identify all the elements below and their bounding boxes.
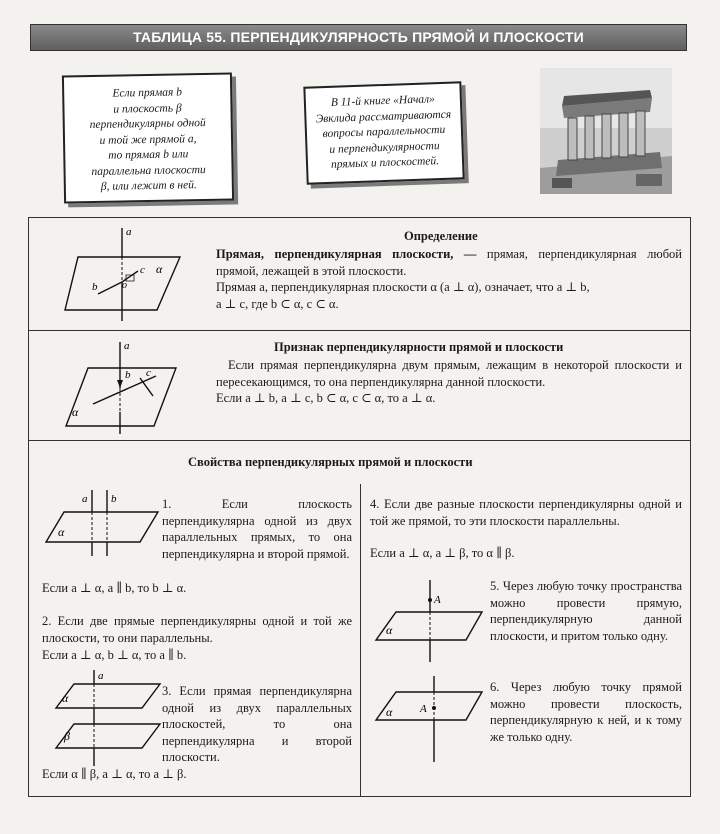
note-right-line: прямых и плоскостей. (330, 155, 440, 171)
criterion-text2: Если a ⊥ b, a ⊥ c, b ⊂ α, c ⊂ α, то a ⊥ α. (216, 391, 436, 405)
property3-text: 3. Если прямая перпендикулярна одной из двух параллельных плоскостей, то она перпендикулярна и второй плоскости. (162, 684, 352, 764)
section-divider (28, 440, 691, 441)
note-right-line: и перпендикулярности (329, 139, 440, 156)
property1-text: 1. Если плоскость перпендикулярна одной из двух параллельных прямых, то она перпендикулярна и второй прямой. (162, 497, 352, 561)
label-a: a (82, 493, 88, 505)
note-left-line: параллельна плоскости (91, 163, 206, 178)
label-beta: β (64, 729, 70, 743)
criterion-text1: Если прямая перпендикулярна двум прямым, лежащим в некоторой плоскости и пересекающимся, то она перпендикулярна данной плоскости. (216, 358, 682, 389)
note-left-line: β, или лежит в ней. (100, 179, 197, 193)
label-b: b (125, 369, 131, 381)
note-right (303, 81, 464, 184)
property5-text: 5. Через любую точку пространства можно провести прямую, перпендикулярную данной плоскости, и притом только одну. (490, 579, 682, 643)
property5-diagram (370, 578, 490, 664)
label-b: b (111, 493, 117, 505)
property3-formula: Если α ∥ β, a ⊥ α, то a ⊥ β. (42, 767, 187, 781)
label-alpha: α (156, 262, 163, 276)
definition-diagram (60, 222, 185, 322)
label-alpha: α (386, 705, 393, 719)
label-c: c (140, 264, 145, 276)
label-A: A (420, 703, 427, 715)
property6-text: 6. Через любую точку прямой можно провести плоскость, перпендикулярную к ней, и к тому же только одну. (490, 680, 682, 744)
property4-text: 4. Если две разные плоскости перпендикулярны одной и той же прямой, то эти плоскости параллельны. (370, 497, 682, 528)
note-right-line: В 11-й книге «Начал» (330, 93, 436, 109)
property3-diagram (46, 668, 166, 768)
note-left (62, 73, 234, 204)
label-a: a (98, 670, 104, 682)
note-left-line: то прямая b или (108, 148, 189, 162)
column-divider (360, 484, 361, 797)
note-right-line: вопросы параллельности (322, 123, 446, 141)
property1-formula: Если a ⊥ α, a ∥ b, то b ⊥ α. (42, 581, 187, 595)
label-alpha: α (72, 405, 79, 419)
label-alpha: α (58, 525, 65, 539)
label-a: a (124, 340, 130, 352)
temple-image (540, 68, 672, 194)
property1-diagram (40, 488, 160, 558)
definition-text2: Прямая a, перпендикулярная плоскости α (a ⊥ α), означает, что a ⊥ b, (216, 280, 590, 294)
label-alpha: α (386, 623, 393, 637)
definition-text3: a ⊥ c, где b ⊂ α, c ⊂ α. (216, 296, 339, 311)
note-right-line: Эвклида рассматриваются (315, 108, 452, 125)
property6-diagram (370, 674, 490, 764)
label-o: o (122, 280, 127, 291)
criterion-heading: Признак перпендикулярности прямой и плоскости (274, 340, 564, 354)
definition-heading: Определение (404, 229, 478, 243)
definition-text1: прямая, перпендикулярная любой прямой, лежащей в этой плоскости. (216, 247, 682, 278)
label-a: a (126, 226, 132, 238)
label-b: b (92, 281, 98, 293)
label-A: A (434, 594, 441, 606)
page-title: ТАБЛИЦА 55. ПЕРПЕНДИКУЛЯРНОСТЬ ПРЯМОЙ И ПЛОСКОСТИ (30, 24, 687, 51)
note-left-line: Если прямая b (112, 86, 183, 100)
note-left-line: и плоскость β (113, 101, 182, 116)
label-alpha: α (62, 691, 69, 705)
definition-bold: Прямая, перпендикулярная плоскости, — (216, 247, 477, 261)
label-c: c (146, 367, 151, 379)
note-left-line: перпендикулярны одной (89, 116, 206, 132)
property2-formula: Если a ⊥ α, b ⊥ α, то a ∥ b. (42, 648, 187, 662)
property2-text: 2. Если две прямые перпендикулярны одной и той же плоскости, то они параллельны. (42, 614, 352, 645)
note-left-line: и той же прямой a, (99, 132, 197, 147)
criterion-diagram (58, 336, 183, 436)
criterion-text (216, 357, 682, 407)
section-divider (28, 330, 691, 331)
property4-formula: Если a ⊥ α, a ⊥ β, то α ∥ β. (370, 546, 515, 560)
definition-text (216, 246, 682, 312)
properties-heading: Свойства перпендикулярных прямой и плоскости (188, 455, 473, 469)
